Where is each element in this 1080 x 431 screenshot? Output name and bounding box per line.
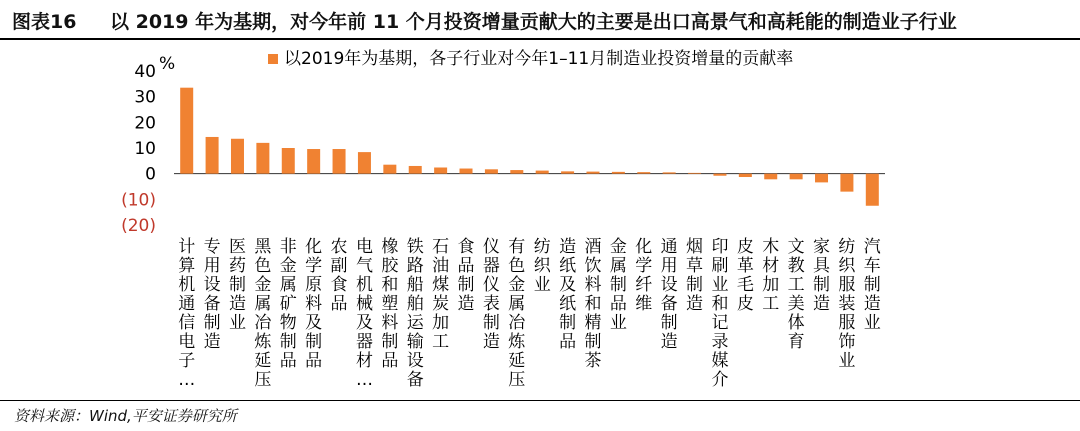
category-label: 造纸及纸制品 xyxy=(559,237,577,352)
y-unit-label: % xyxy=(159,54,176,74)
category-label: 金属制品业 xyxy=(609,237,627,333)
bar xyxy=(561,171,574,173)
category-label: 黑色金属冶炼延压 xyxy=(254,237,272,390)
y-tick-label: 30 xyxy=(134,87,156,108)
bar xyxy=(206,137,219,174)
bar xyxy=(637,172,650,174)
bar xyxy=(739,174,752,177)
bar xyxy=(663,172,676,173)
bar xyxy=(840,174,853,192)
y-tick-label: (10) xyxy=(121,190,156,211)
category-label: 文教工美体育 xyxy=(787,237,805,352)
category-label: 纺织业 xyxy=(533,237,551,295)
source-note: 资料来源：Wind,平安证券研究所 xyxy=(14,407,237,425)
y-tick-label: (20) xyxy=(121,216,156,236)
bar xyxy=(383,165,396,174)
y-tick-label: 10 xyxy=(134,139,156,159)
category-label: 铁路船舶运输设备 xyxy=(406,237,424,390)
bar xyxy=(307,149,320,174)
bar xyxy=(866,174,879,206)
bar xyxy=(180,88,193,174)
category-label: 皮革毛皮 xyxy=(736,237,754,314)
bar xyxy=(586,172,599,174)
category-label: 化学纤维 xyxy=(635,237,653,314)
bar xyxy=(409,166,422,174)
category-label: 橡胶和塑料制品 xyxy=(381,237,399,371)
bar xyxy=(231,139,244,174)
figure-header xyxy=(0,0,1080,40)
category-label: 家具制造 xyxy=(813,237,831,314)
bar xyxy=(790,174,803,180)
bar xyxy=(358,152,371,174)
bar xyxy=(815,174,828,183)
bar xyxy=(460,169,473,174)
bar xyxy=(510,170,523,174)
category-label: 电气机械及器材… xyxy=(355,237,373,390)
category-label: 烟草制造 xyxy=(686,237,704,314)
category-label: 木材加工 xyxy=(762,237,780,314)
bar xyxy=(713,174,726,176)
category-label: 通用设备制造 xyxy=(660,237,678,352)
legend-swatch xyxy=(268,54,278,64)
y-tick-label: 20 xyxy=(134,113,156,134)
category-label: 石油煤炭加工 xyxy=(432,237,450,352)
bar xyxy=(434,168,447,174)
category-label: 纺织服装服饰业 xyxy=(838,237,856,371)
category-label: 非金属矿物制品 xyxy=(279,237,297,371)
bar xyxy=(688,173,701,174)
y-tick-label: 40 xyxy=(134,62,156,82)
category-label: 专用设备制造 xyxy=(203,237,221,352)
bar xyxy=(256,143,269,174)
bar-chart xyxy=(0,40,1080,400)
figure-title: 以 2019 年为基期，对今年前 11 个月投资增量贡献大的主要是出口高景气和高耗能的制造业子行业 xyxy=(110,11,957,33)
bar xyxy=(333,149,346,174)
category-label: 医药制造业 xyxy=(228,237,246,333)
category-label: 化学原料及制品 xyxy=(305,237,323,371)
figure-number: 图表16 xyxy=(12,11,77,33)
category-label: 酒饮料和精制茶 xyxy=(584,237,602,371)
category-label: 印刷业和记录媒介 xyxy=(711,237,729,390)
bar xyxy=(764,174,777,180)
bar xyxy=(536,171,549,174)
category-label: 农副食品 xyxy=(330,237,348,314)
category-label: 计算机通信电子… xyxy=(178,237,196,390)
bar xyxy=(485,169,498,173)
y-tick-label: 0 xyxy=(145,164,156,185)
category-label: 有色金属冶炼延压 xyxy=(508,237,526,390)
category-label: 汽车制造业 xyxy=(863,237,881,333)
category-label: 仪器仪表制造 xyxy=(482,237,500,352)
legend-label: 以2019年为基期，各子行业对今年1–11月制造业投资增量的贡献率 xyxy=(284,49,794,69)
bar xyxy=(282,148,295,174)
category-label: 食品制造 xyxy=(457,237,475,314)
bar xyxy=(612,172,625,174)
footer-divider xyxy=(0,400,1080,401)
